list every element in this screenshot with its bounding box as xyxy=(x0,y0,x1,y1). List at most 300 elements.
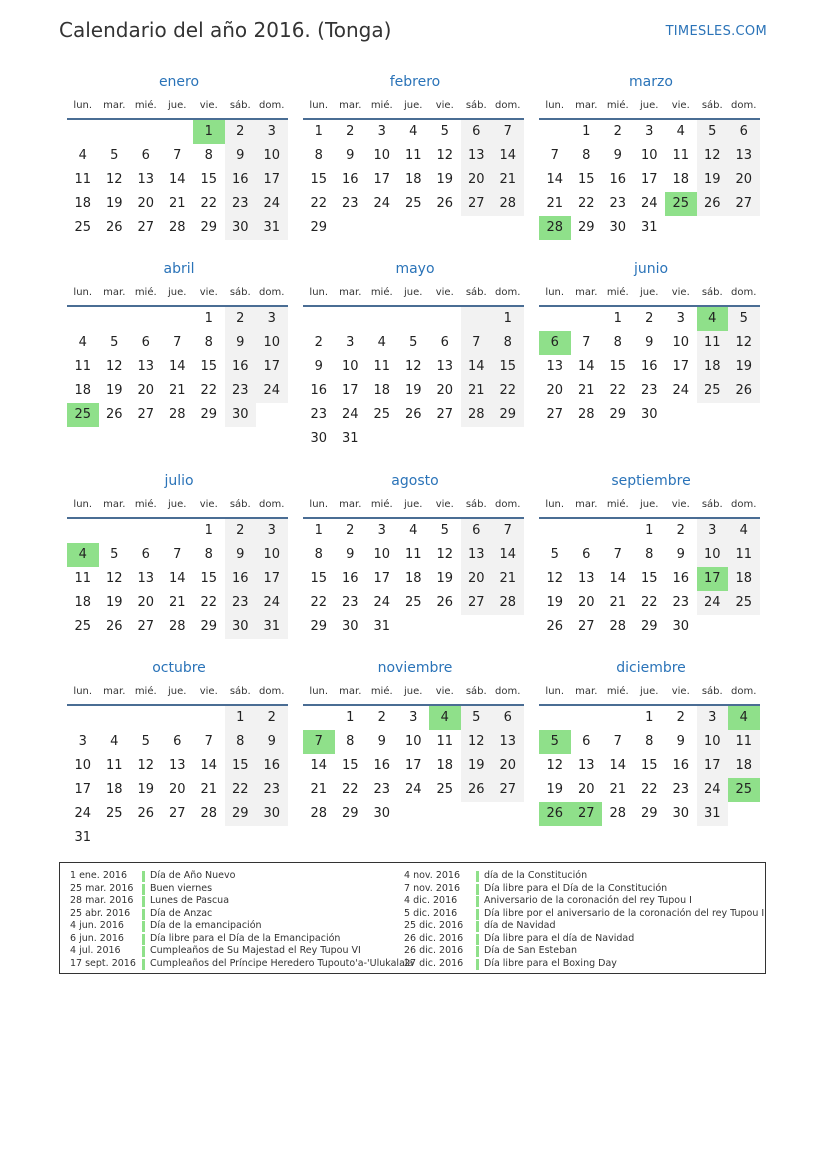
month-marzo xyxy=(539,72,763,240)
weekday-label: mié. xyxy=(134,686,157,697)
holiday-date: 1 ene. 2016 xyxy=(70,870,127,881)
day-cell: 11 xyxy=(436,734,454,749)
empty-day-cell xyxy=(429,307,461,331)
day-cell: 11 xyxy=(105,758,123,773)
day-cell: 20 xyxy=(137,196,155,211)
weekday-label: mar. xyxy=(103,100,126,111)
day-cell: 15 xyxy=(577,172,595,187)
empty-day-cell xyxy=(256,403,288,427)
day-cell: 5 xyxy=(141,734,150,749)
month-septiembre xyxy=(539,471,763,639)
day-cell: 16 xyxy=(373,758,391,773)
empty-day-cell xyxy=(571,706,603,730)
holiday-marker xyxy=(476,934,479,945)
day-cell: 25 xyxy=(373,407,391,422)
empty-day-cell xyxy=(130,706,162,730)
day-cell: 6 xyxy=(728,120,760,144)
day-cell: 18 xyxy=(404,571,422,586)
weekday-label: vie. xyxy=(199,686,218,697)
weekday-label: mar. xyxy=(103,499,126,510)
day-cell: 27 xyxy=(492,778,524,802)
day-cell: 12 xyxy=(404,359,422,374)
day-cell: 19 xyxy=(137,782,155,797)
holiday-marker xyxy=(142,921,145,932)
day-cell: 16 xyxy=(256,754,288,778)
day-cell: 25 xyxy=(74,220,92,235)
day-cell: 22 xyxy=(577,196,595,211)
weekday-label: mar. xyxy=(339,499,362,510)
empty-day-cell xyxy=(728,802,760,826)
day-cell: 11 xyxy=(697,331,729,355)
day-cell: 11 xyxy=(728,543,760,567)
empty-day-cell xyxy=(539,519,571,543)
day-grid xyxy=(67,706,291,850)
holiday-legend-row xyxy=(70,920,413,933)
day-cell: 3 xyxy=(645,124,654,139)
empty-day-cell xyxy=(99,826,131,850)
weekday-label: mar. xyxy=(575,499,598,510)
weekday-label: jue. xyxy=(168,287,187,298)
weekday-label: mié. xyxy=(134,100,157,111)
day-cell: 22 xyxy=(640,782,658,797)
holiday-legend-row xyxy=(404,870,764,883)
day-cell: 5 xyxy=(110,148,119,163)
day-cell: 10 xyxy=(672,335,690,350)
holiday-legend-row xyxy=(70,908,413,921)
day-cell: 9 xyxy=(676,734,685,749)
weekday-label: jue. xyxy=(404,686,423,697)
day-cell: 1 xyxy=(346,710,355,725)
weekday-label: mié. xyxy=(606,499,629,510)
day-cell: 9 xyxy=(256,730,288,754)
day-cell: 16 xyxy=(640,359,658,374)
weekday-header xyxy=(303,683,527,701)
day-cell: 10 xyxy=(404,734,422,749)
holiday-name: Cumpleaños del Príncipe Heredero Tupouto'a-'Ulukalala xyxy=(150,957,414,969)
day-cell: 6 xyxy=(141,148,150,163)
day-cell: 29 xyxy=(640,619,658,634)
day-cell: 30 xyxy=(256,802,288,826)
day-cell: 26 xyxy=(697,192,729,216)
weekday-header xyxy=(539,284,763,302)
weekday-header xyxy=(67,284,291,302)
month-name: agosto xyxy=(391,473,439,489)
day-cell: 18 xyxy=(404,172,422,187)
empty-day-cell xyxy=(602,706,634,730)
day-cell: 20 xyxy=(436,383,454,398)
day-cell: 13 xyxy=(492,730,524,754)
weekday-label: mié. xyxy=(370,686,393,697)
day-cell: 29 xyxy=(310,220,328,235)
day-cell: 31 xyxy=(697,802,729,826)
weekday-label: dom. xyxy=(731,287,757,298)
empty-day-cell xyxy=(665,403,697,427)
day-cell: 26 xyxy=(105,407,123,422)
weekday-label: lun. xyxy=(545,686,565,697)
day-cell: 8 xyxy=(645,734,654,749)
weekday-label: dom. xyxy=(259,499,285,510)
day-cell: 2 xyxy=(225,120,257,144)
holiday-legend-row xyxy=(70,895,413,908)
day-cell: 22 xyxy=(492,379,524,403)
day-cell: 8 xyxy=(225,730,257,754)
day-cell: 1 xyxy=(314,124,323,139)
day-cell: 7 xyxy=(173,148,182,163)
weekday-label: sáb. xyxy=(465,686,487,697)
day-cell: 12 xyxy=(105,172,123,187)
day-cell: 10 xyxy=(256,331,288,355)
empty-day-cell xyxy=(461,802,493,826)
holiday-day-cell: 25 xyxy=(728,778,760,802)
day-cell: 13 xyxy=(577,571,595,586)
weekday-label: jue. xyxy=(640,499,659,510)
empty-day-cell xyxy=(697,216,729,240)
day-cell: 30 xyxy=(609,220,627,235)
day-cell: 3 xyxy=(697,519,729,543)
weekday-label: lun. xyxy=(309,686,329,697)
day-cell: 28 xyxy=(168,220,186,235)
month-octubre xyxy=(67,658,291,850)
day-cell: 15 xyxy=(640,571,658,586)
day-cell: 1 xyxy=(645,523,654,538)
day-grid xyxy=(67,120,291,240)
day-cell: 13 xyxy=(137,359,155,374)
day-cell: 28 xyxy=(492,192,524,216)
empty-day-cell xyxy=(256,826,288,850)
weekday-label: dom. xyxy=(495,287,521,298)
day-cell: 21 xyxy=(546,196,564,211)
day-cell: 14 xyxy=(168,172,186,187)
month-junio xyxy=(539,259,763,427)
day-cell: 16 xyxy=(225,168,257,192)
holiday-legend-row xyxy=(404,933,764,946)
holiday-marker xyxy=(476,946,479,957)
day-cell: 5 xyxy=(440,124,449,139)
day-cell: 12 xyxy=(546,571,564,586)
holiday-marker xyxy=(476,909,479,920)
day-cell: 19 xyxy=(728,355,760,379)
day-grid xyxy=(303,120,527,240)
day-cell: 30 xyxy=(640,407,658,422)
day-cell: 24 xyxy=(256,192,288,216)
day-cell: 23 xyxy=(341,196,359,211)
month-julio xyxy=(67,471,291,639)
day-cell: 26 xyxy=(436,595,454,610)
day-cell: 7 xyxy=(204,734,213,749)
day-cell: 6 xyxy=(461,120,493,144)
weekday-label: dom. xyxy=(259,686,285,697)
day-cell: 31 xyxy=(640,220,658,235)
empty-day-cell xyxy=(162,307,194,331)
day-cell: 12 xyxy=(436,547,454,562)
month-abril xyxy=(67,259,291,427)
day-cell: 3 xyxy=(377,124,386,139)
day-cell: 21 xyxy=(168,383,186,398)
day-cell: 27 xyxy=(577,619,595,634)
day-cell: 29 xyxy=(310,619,328,634)
day-cell: 22 xyxy=(200,595,218,610)
weekday-label: jue. xyxy=(640,686,659,697)
weekday-header xyxy=(539,496,763,514)
day-cell: 26 xyxy=(137,806,155,821)
day-cell: 30 xyxy=(225,403,257,427)
holiday-date: 26 dic. 2016 xyxy=(404,945,464,956)
holiday-name: día de la Constitución xyxy=(484,870,588,881)
holiday-marker xyxy=(476,884,479,895)
day-cell: 16 xyxy=(341,172,359,187)
weekday-header xyxy=(539,97,763,115)
day-cell: 22 xyxy=(310,595,328,610)
day-cell: 10 xyxy=(256,543,288,567)
day-cell: 25 xyxy=(697,379,729,403)
weekday-label: mar. xyxy=(339,686,362,697)
day-cell: 21 xyxy=(577,383,595,398)
day-cell: 28 xyxy=(200,806,218,821)
weekday-label: jue. xyxy=(168,499,187,510)
day-cell: 25 xyxy=(74,619,92,634)
day-cell: 20 xyxy=(461,567,493,591)
empty-day-cell xyxy=(193,826,225,850)
holiday-marker xyxy=(142,871,145,882)
weekday-label: mié. xyxy=(134,499,157,510)
weekday-label: mié. xyxy=(370,499,393,510)
weekday-label: lun. xyxy=(73,287,93,298)
day-cell: 19 xyxy=(105,595,123,610)
day-cell: 18 xyxy=(672,172,690,187)
weekday-label: jue. xyxy=(640,287,659,298)
day-cell: 16 xyxy=(672,571,690,586)
day-cell: 20 xyxy=(546,383,564,398)
empty-day-cell xyxy=(130,120,162,144)
day-cell: 20 xyxy=(461,168,493,192)
day-cell: 9 xyxy=(377,734,386,749)
day-cell: 30 xyxy=(373,806,391,821)
day-cell: 14 xyxy=(168,571,186,586)
empty-day-cell xyxy=(461,307,493,331)
day-cell: 15 xyxy=(341,758,359,773)
day-cell: 31 xyxy=(341,431,359,446)
day-cell: 11 xyxy=(74,359,92,374)
day-cell: 25 xyxy=(404,595,422,610)
empty-day-cell xyxy=(67,120,99,144)
day-cell: 19 xyxy=(461,754,493,778)
day-cell: 4 xyxy=(78,335,87,350)
empty-day-cell xyxy=(461,216,493,240)
day-cell: 16 xyxy=(225,355,257,379)
day-cell: 3 xyxy=(697,706,729,730)
day-cell: 6 xyxy=(492,706,524,730)
day-cell: 22 xyxy=(225,778,257,802)
holiday-name: Aniversario de la coronación del rey Tupou I xyxy=(484,895,692,906)
weekday-label: mié. xyxy=(606,686,629,697)
weekday-label: sáb. xyxy=(465,499,487,510)
holiday-date: 25 mar. 2016 xyxy=(70,882,134,894)
day-cell: 12 xyxy=(728,331,760,355)
day-cell: 17 xyxy=(672,359,690,374)
day-cell: 28 xyxy=(577,407,595,422)
brand-link[interactable]: TIMESLES.COM xyxy=(665,24,767,39)
day-cell: 29 xyxy=(200,407,218,422)
day-cell: 8 xyxy=(204,335,213,350)
day-cell: 24 xyxy=(341,407,359,422)
day-grid xyxy=(539,307,763,427)
day-cell: 18 xyxy=(74,595,92,610)
day-cell: 18 xyxy=(373,383,391,398)
weekday-header xyxy=(539,683,763,701)
holiday-marker xyxy=(476,896,479,907)
day-cell: 8 xyxy=(314,148,323,163)
day-cell: 14 xyxy=(609,758,627,773)
day-cell: 5 xyxy=(110,335,119,350)
day-cell: 11 xyxy=(672,148,690,163)
weekday-label: dom. xyxy=(731,499,757,510)
weekday-label: lun. xyxy=(545,100,565,111)
day-cell: 10 xyxy=(74,758,92,773)
day-cell: 3 xyxy=(676,311,685,326)
day-grid xyxy=(539,519,763,639)
day-cell: 17 xyxy=(74,782,92,797)
day-cell: 14 xyxy=(168,359,186,374)
day-cell: 30 xyxy=(672,619,690,634)
day-cell: 1 xyxy=(613,311,622,326)
day-cell: 5 xyxy=(409,335,418,350)
weekday-label: mié. xyxy=(370,287,393,298)
day-cell: 8 xyxy=(645,547,654,562)
day-cell: 4 xyxy=(409,124,418,139)
day-cell: 27 xyxy=(436,407,454,422)
holiday-legend-row xyxy=(404,945,764,958)
day-cell: 1 xyxy=(645,710,654,725)
day-cell: 7 xyxy=(613,734,622,749)
day-cell: 24 xyxy=(672,383,690,398)
day-cell: 18 xyxy=(74,383,92,398)
month-name: junio xyxy=(633,261,669,277)
day-cell: 30 xyxy=(225,615,257,639)
day-cell: 15 xyxy=(200,571,218,586)
day-cell: 11 xyxy=(74,172,92,187)
day-cell: 16 xyxy=(672,758,690,773)
holiday-date: 7 nov. 2016 xyxy=(404,882,460,894)
day-cell: 9 xyxy=(613,148,622,163)
day-cell: 9 xyxy=(676,547,685,562)
day-cell: 4 xyxy=(728,519,760,543)
holiday-legend-row xyxy=(404,883,764,896)
month-febrero xyxy=(303,72,527,240)
holiday-name: Día de Año Nuevo xyxy=(150,870,236,881)
empty-day-cell xyxy=(67,519,99,543)
weekday-label: sáb. xyxy=(701,686,723,697)
day-cell: 18 xyxy=(728,567,760,591)
empty-day-cell xyxy=(429,615,461,639)
day-cell: 2 xyxy=(377,710,386,725)
empty-day-cell xyxy=(539,307,571,331)
day-cell: 8 xyxy=(492,331,524,355)
month-name: mayo xyxy=(395,261,435,277)
day-cell: 6 xyxy=(173,734,182,749)
holiday-name: Buen viernes xyxy=(150,882,213,894)
holiday-day-cell: 1 xyxy=(193,120,225,144)
day-cell: 31 xyxy=(256,615,288,639)
page-title: Calendario del año 2016. (Tonga) xyxy=(59,18,392,42)
day-cell: 26 xyxy=(105,220,123,235)
day-cell: 18 xyxy=(74,196,92,211)
day-grid xyxy=(303,706,527,826)
holiday-name: Día de Anzac xyxy=(150,907,213,919)
day-cell: 1 xyxy=(582,124,591,139)
day-cell: 23 xyxy=(225,591,257,615)
weekday-label: vie. xyxy=(671,686,690,697)
day-cell: 13 xyxy=(728,144,760,168)
day-cell: 29 xyxy=(200,619,218,634)
weekday-label: mar. xyxy=(575,100,598,111)
day-cell: 10 xyxy=(373,547,391,562)
day-cell: 13 xyxy=(137,172,155,187)
day-cell: 4 xyxy=(78,148,87,163)
empty-day-cell xyxy=(366,307,398,331)
day-cell: 28 xyxy=(310,806,328,821)
day-cell: 17 xyxy=(640,172,658,187)
empty-day-cell xyxy=(539,706,571,730)
day-cell: 10 xyxy=(341,359,359,374)
holiday-name: Día libre para el Día de la Constitución xyxy=(484,882,668,894)
weekday-label: mar. xyxy=(575,686,598,697)
weekday-label: vie. xyxy=(671,100,690,111)
empty-day-cell xyxy=(193,706,225,730)
empty-day-cell xyxy=(461,615,493,639)
day-cell: 5 xyxy=(550,547,559,562)
day-cell: 31 xyxy=(373,619,391,634)
day-cell: 14 xyxy=(461,355,493,379)
day-cell: 24 xyxy=(256,591,288,615)
empty-day-cell xyxy=(571,519,603,543)
holiday-day-cell: 4 xyxy=(429,706,461,730)
weekday-label: jue. xyxy=(168,100,187,111)
empty-day-cell xyxy=(335,307,367,331)
weekday-label: jue. xyxy=(168,686,187,697)
day-cell: 25 xyxy=(728,591,760,615)
holiday-marker xyxy=(142,946,145,957)
day-cell: 2 xyxy=(314,335,323,350)
day-cell: 22 xyxy=(200,383,218,398)
day-cell: 24 xyxy=(404,782,422,797)
day-cell: 12 xyxy=(105,359,123,374)
holiday-name: Día libre para el día de Navidad xyxy=(484,932,635,944)
day-cell: 23 xyxy=(672,782,690,797)
day-cell: 17 xyxy=(373,172,391,187)
empty-day-cell xyxy=(492,427,524,451)
day-cell: 5 xyxy=(697,120,729,144)
empty-day-cell xyxy=(697,403,729,427)
empty-day-cell xyxy=(303,706,335,730)
day-cell: 20 xyxy=(492,754,524,778)
day-cell: 2 xyxy=(676,523,685,538)
weekday-label: lun. xyxy=(73,686,93,697)
day-grid xyxy=(539,120,763,240)
empty-day-cell xyxy=(162,826,194,850)
holiday-legend-row xyxy=(70,933,413,946)
day-cell: 14 xyxy=(492,144,524,168)
empty-day-cell xyxy=(492,802,524,826)
holiday-marker xyxy=(142,896,145,907)
holiday-date: 25 dic. 2016 xyxy=(404,920,464,931)
weekday-label: sáb. xyxy=(701,100,723,111)
day-grid xyxy=(67,519,291,639)
day-cell: 8 xyxy=(613,335,622,350)
holiday-date: 4 jun. 2016 xyxy=(70,920,124,931)
day-cell: 26 xyxy=(404,407,422,422)
month-name: septiembre xyxy=(611,473,691,489)
month-mayo xyxy=(303,259,527,451)
